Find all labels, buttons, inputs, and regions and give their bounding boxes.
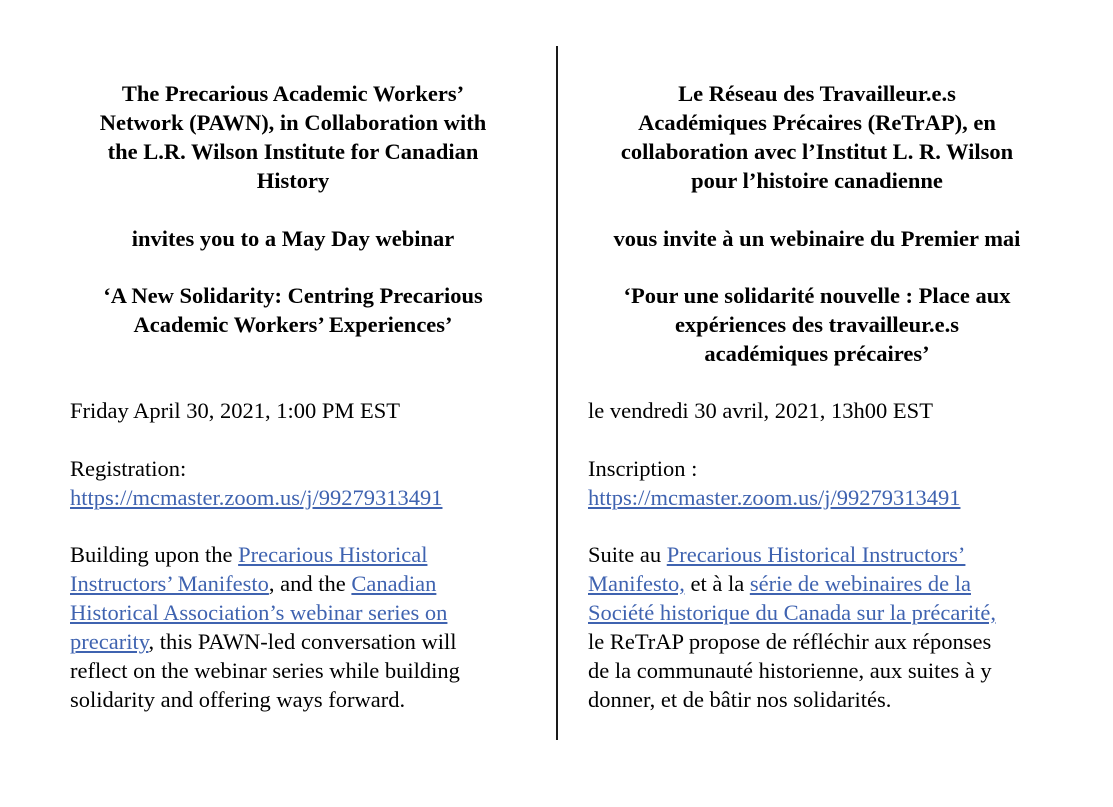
english-header-line: History [256, 168, 330, 193]
english-desc-text: , this PAWN-led conversation will [148, 629, 457, 654]
french-description [588, 540, 1046, 714]
french-desc-text: de la communauté historienne, aux suites à y [588, 658, 992, 683]
cha-webinar-link[interactable]: Canadian [351, 571, 437, 596]
english-header [70, 79, 516, 195]
french-header-line: Le Réseau des Travailleur.e.s [678, 81, 956, 106]
english-title-line: Academic Workers’ Experiences’ [133, 312, 453, 337]
english-webinar-title [70, 281, 516, 339]
french-title-line: expériences des travailleur.e.s [674, 312, 960, 337]
french-header-line: pour l’histoire canadienne [691, 168, 943, 193]
french-title-line: ‘Pour une solidarité nouvelle : Place aux [623, 283, 1011, 308]
english-registration [70, 454, 516, 512]
english-registration-link[interactable]: https://mcmaster.zoom.us/j/99279313491 [70, 485, 443, 510]
french-webinar-title [588, 281, 1046, 368]
french-date: le vendredi 30 avril, 2021, 13h00 EST [588, 398, 933, 423]
french-title-line: académiques précaires’ [704, 341, 930, 366]
english-title-line: ‘A New Solidarity: Centring Precarious [103, 283, 483, 308]
shc-webinar-link[interactable]: série de webinaires de la [749, 571, 971, 596]
shc-webinar-link[interactable]: Société historique du Canada sur la précarité, [588, 600, 996, 625]
manifesto-link[interactable]: Instructors’ Manifesto [70, 571, 269, 596]
cha-webinar-link[interactable]: Historical Association’s webinar series on [70, 600, 448, 625]
french-header-line: collaboration avec l’Institut L. R. Wilson [620, 139, 1014, 164]
english-date: Friday April 30, 2021, 1:00 PM EST [70, 398, 401, 423]
english-header-line: the L.R. Wilson Institute for Canadian [107, 139, 479, 164]
english-invite: invites you to a May Day webinar [131, 226, 455, 251]
french-registration [588, 454, 1046, 512]
manifesto-link[interactable]: Precarious Historical Instructors’ [666, 542, 966, 567]
french-invite: vous invite à un webinaire du Premier mai [613, 226, 1021, 251]
french-desc-text: donner, et de bâtir nos solidarités. [588, 687, 892, 712]
french-desc-text: le ReTrAP propose de réfléchir aux réponses [588, 629, 992, 654]
english-header-line: Network (PAWN), in Collaboration with [99, 110, 487, 135]
manifesto-link[interactable]: Precarious Historical [238, 542, 428, 567]
french-registration-label: Inscription : [588, 456, 698, 481]
english-description [70, 540, 516, 714]
cha-webinar-link[interactable]: precarity [70, 629, 149, 654]
manifesto-link[interactable]: Manifesto, [588, 571, 685, 596]
english-desc-text: , and the [268, 571, 352, 596]
french-header [588, 79, 1046, 195]
column-divider [556, 46, 558, 740]
french-registration-link[interactable]: https://mcmaster.zoom.us/j/99279313491 [588, 485, 961, 510]
english-registration-label: Registration: [70, 456, 187, 481]
french-desc-text: et à la [684, 571, 750, 596]
english-desc-text: solidarity and offering ways forward. [70, 687, 406, 712]
english-desc-text: reflect on the webinar series while building [70, 658, 460, 683]
french-desc-text: Suite au [588, 542, 667, 567]
french-header-line: Académiques Précaires (ReTrAP), en [638, 110, 996, 135]
english-header-line: The Precarious Academic Workers’ [121, 81, 465, 106]
english-desc-text: Building upon the [70, 542, 239, 567]
